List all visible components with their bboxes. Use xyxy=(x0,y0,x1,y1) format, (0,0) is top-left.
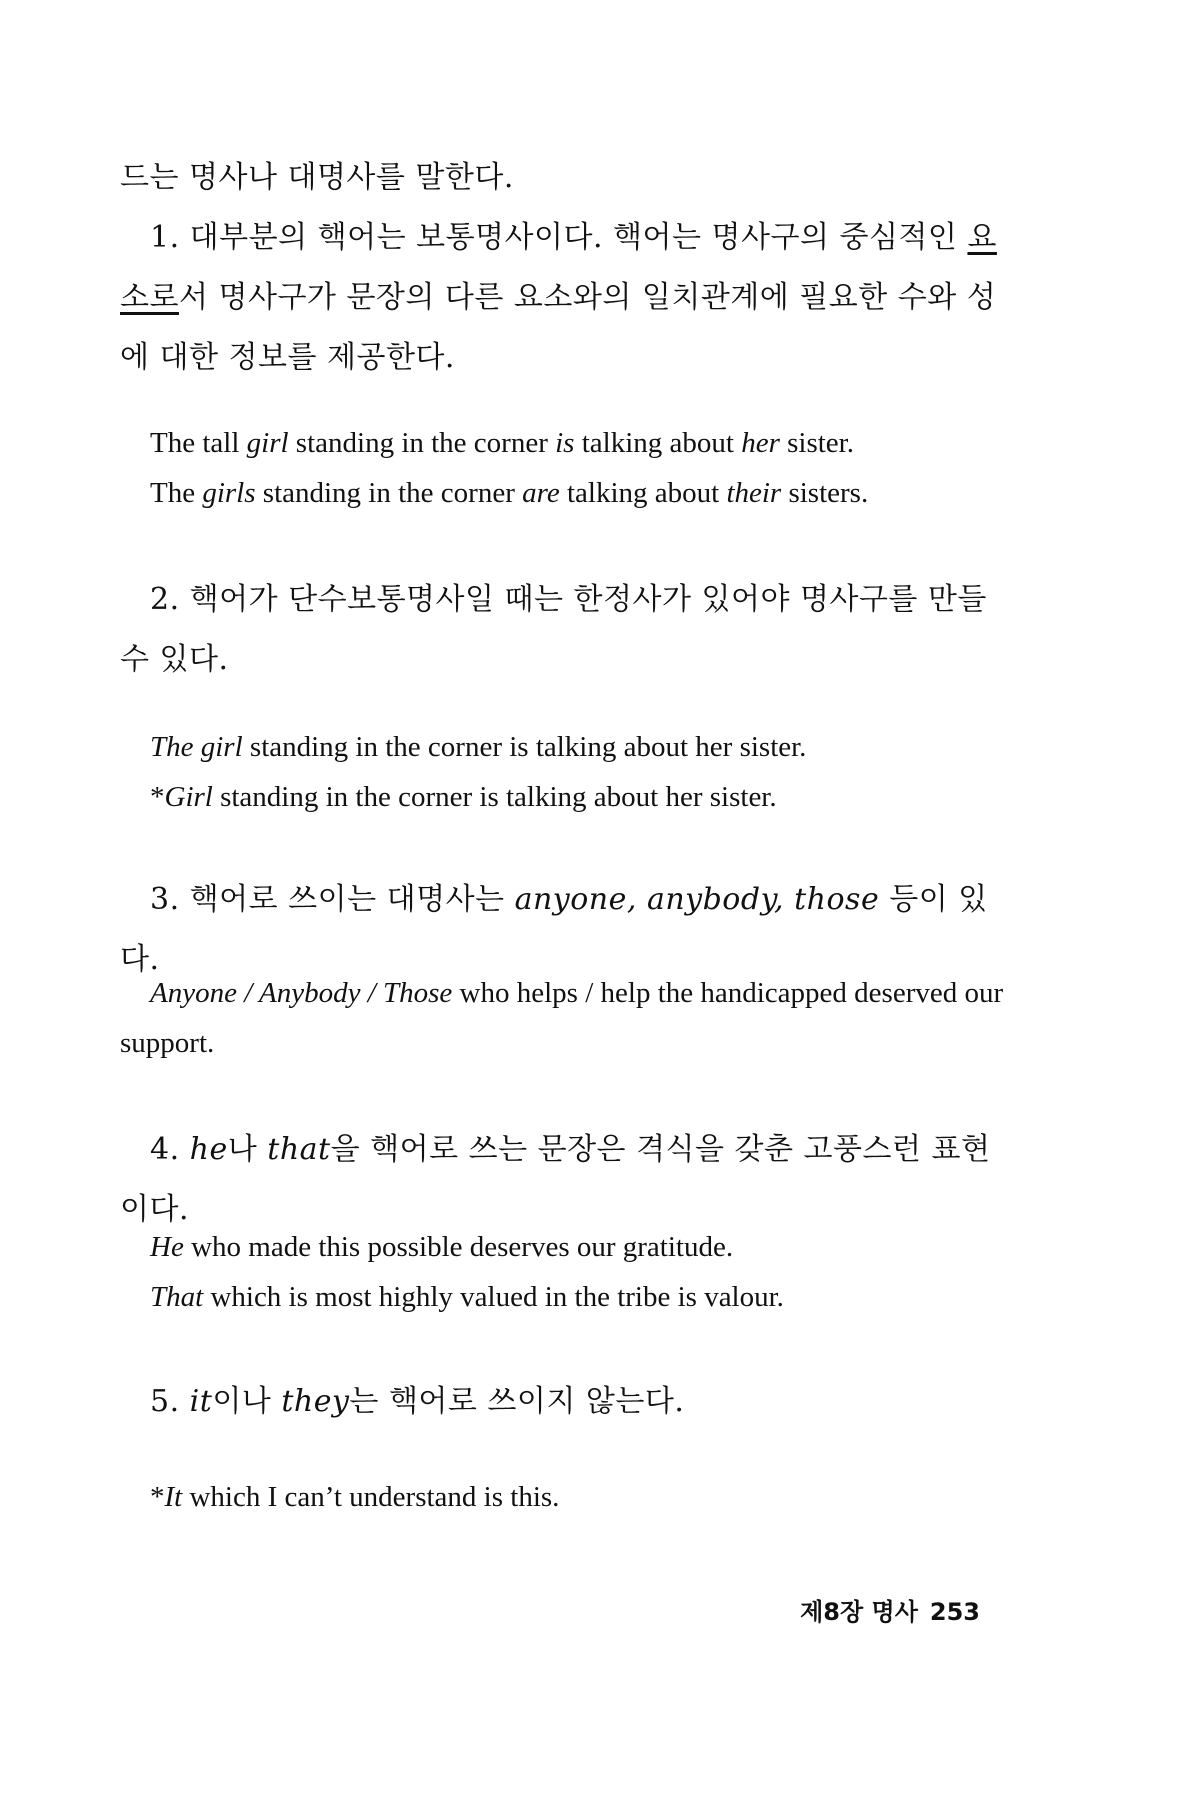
rule-2-section xyxy=(120,570,1010,690)
chapter-label: 제8장 명사 xyxy=(800,1598,918,1626)
rule-1-underlined: 요소로 xyxy=(120,220,997,315)
example-1-line-2: The girls standing in the corner are talking about their sisters. xyxy=(150,477,869,509)
example-2-line-2: *Girl standing in the corner is talking about her sister. xyxy=(150,781,777,813)
rule-2: 2. 핵어가 단수보통명사일 때는 한정사가 있어야 명사구를 만들 수 있다. xyxy=(120,582,987,677)
example-2 xyxy=(120,722,1010,822)
example-5-text: *It which I can’t understand is this. xyxy=(150,1481,560,1513)
rule-3: 3. 핵어로 쓰이는 대명사는 anyone, anybody, those 등이 있다. xyxy=(120,882,988,977)
example-4-line-2: That which is most highly valued in the tribe is valour. xyxy=(150,1281,784,1313)
rule-1-continued: 서 명사구가 문장의 다른 요소와의 일치관계에 필요한 수와 성에 대한 정보를 제공한다. xyxy=(120,280,997,375)
example-2-line-1: The girl standing in the corner is talking about her sister. xyxy=(150,731,807,763)
rule-5: 5. it이나 they는 핵어로 쓰이지 않는다. xyxy=(150,1384,685,1419)
rule-5-section xyxy=(120,1372,1010,1432)
intro-line: 드는 명사나 대명사를 말한다. xyxy=(120,160,514,195)
rule-1 xyxy=(120,208,1010,388)
page-number: 253 xyxy=(929,1598,980,1626)
example-3 xyxy=(120,968,1010,1068)
example-4-line-1: He who made this possible deserves our gratitude. xyxy=(150,1231,734,1263)
rule-4: 4. he나 that을 핵어로 쓰는 문장은 격식을 갖춘 고풍스런 표현이다. xyxy=(120,1132,991,1227)
intro-section xyxy=(120,148,1010,388)
page-footer xyxy=(800,1592,980,1627)
example-4 xyxy=(120,1222,1010,1322)
example-5 xyxy=(120,1472,1010,1522)
example-1 xyxy=(120,418,1010,518)
rule-1-text: 1. 대부분의 핵어는 보통명사이다. 핵어는 명사구의 중심적인 xyxy=(150,220,968,255)
example-1-line-1: The tall girl standing in the corner is talking about her sister. xyxy=(150,427,854,459)
example-3-text: Anyone / Anybody / Those who helps / help the handicapped deserved our support. xyxy=(120,977,1004,1059)
